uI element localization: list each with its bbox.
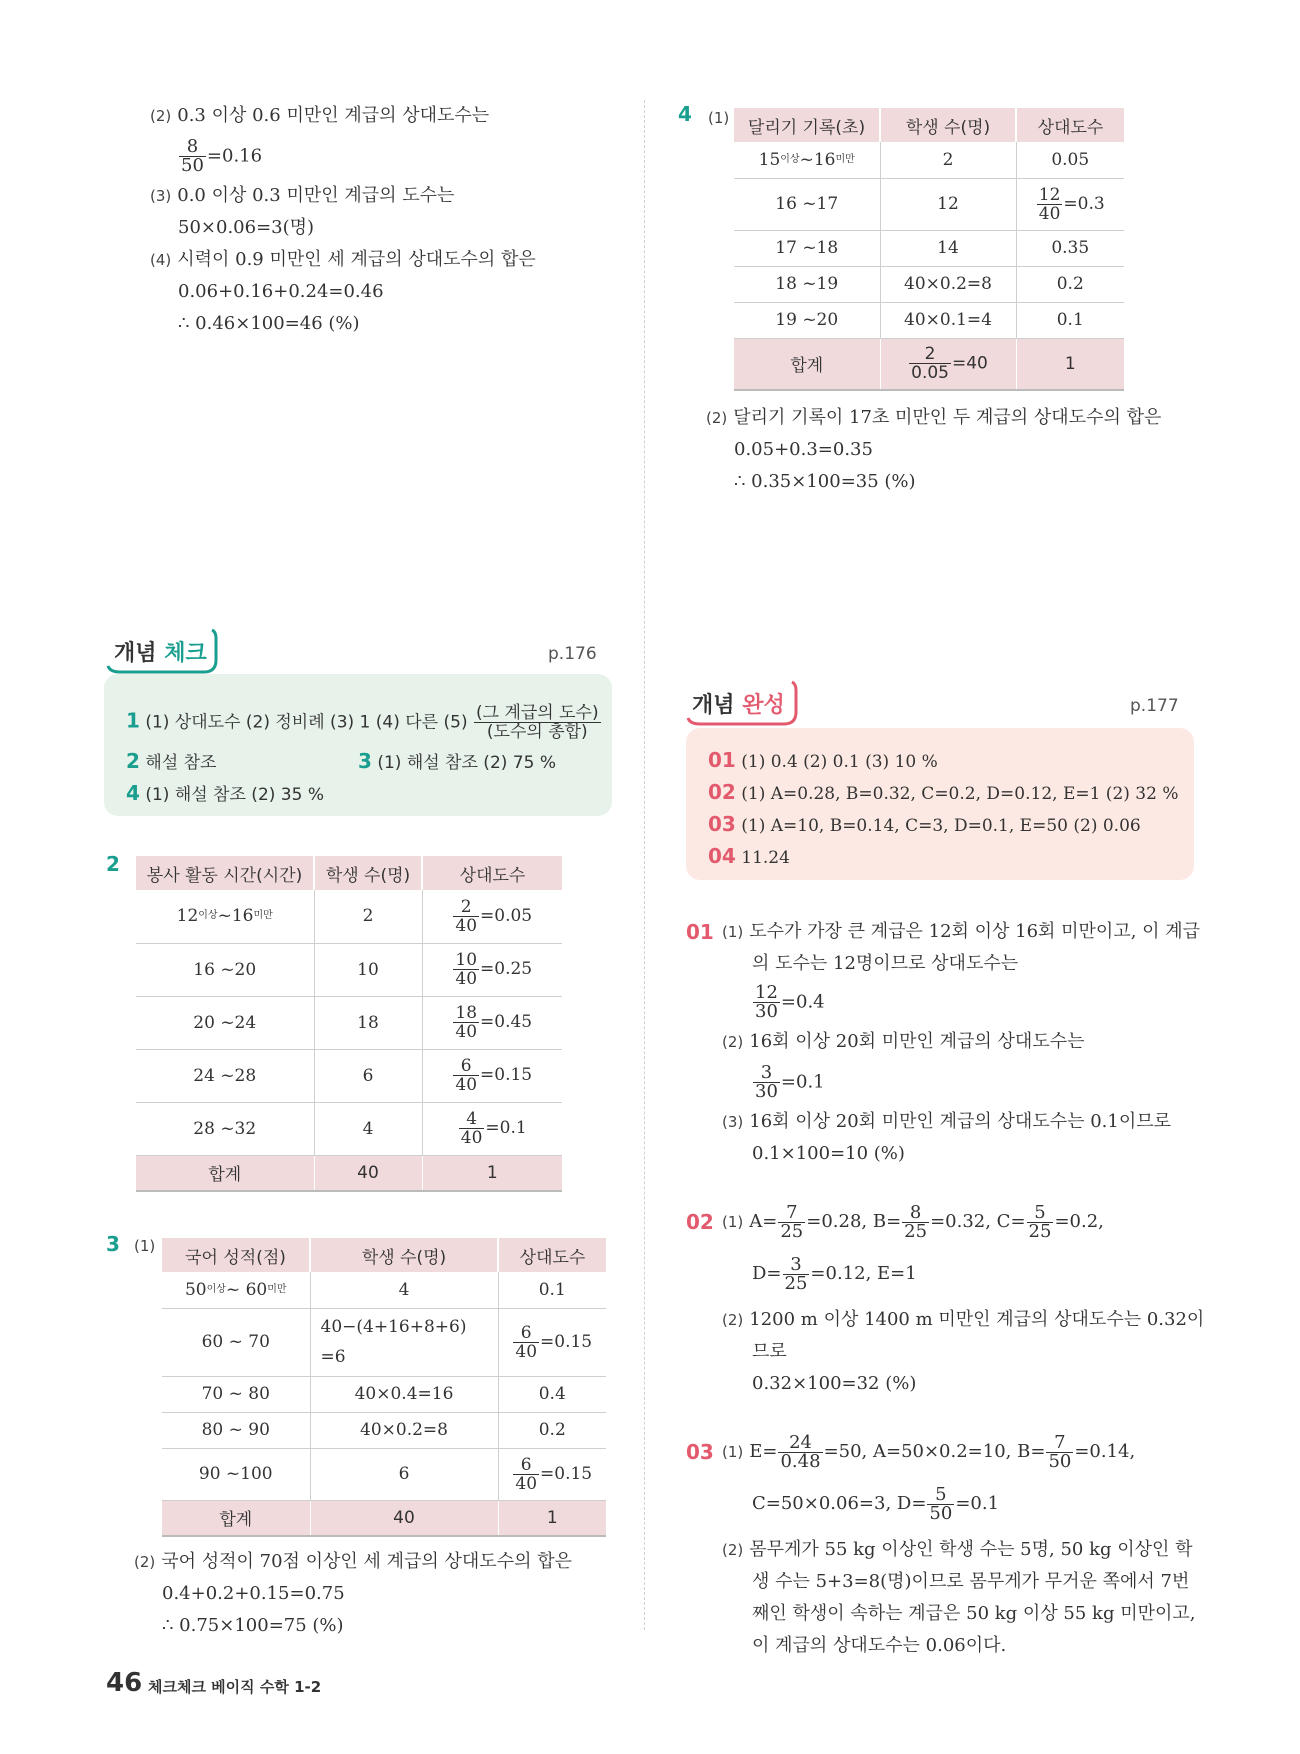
question-2-number: 2 [106,852,120,876]
question-3-number: 3 [106,1232,120,1256]
book-title: 체크체크 베이직 수학 1-2 [148,1678,322,1696]
page-number: 46 [106,1668,143,1698]
q2-frequency-table: 봉사 활동 시간(시간) 학생 수(명) 상대도수 $12^{이상}\sim 16^{미만}$ 2 $\frac{2}{40}$ =0.05 16 ~20 10 $\frac{10}{40}$ =0.25 20 ~24 18 $\frac{18}{40}$ =0.45 24 ~28 6 $\frac{6}{40}$ =0.15 28 ~32 4 $\frac{4}{40}$ =0.1 합계 40 1 [136,856,562,1192]
concept-complete-box: 01 (1) 0.4 (2) 0.1 (3) 10 % 02 (1) A=0.28, B=0.32, C=0.2, D=0.12, E=1 (2) 32 % 03 (1) A=10, B=0.14, C=3, D=0.1, E=50 (2) 0.06 04 11.24 [686,728,1194,880]
column-divider [644,100,645,1630]
q4-frequency-table: 달리기 기록(초) 학생 수(명) 상대도수 $15^{이상}\sim 16^{미만}$ 2 0.05 16 ~17 12 $\frac{12}{40}$ =0.3 17 ~18 14 0.35 18 ~19 40×0.2=8 0.2 19 ~20 40×0.1=4 0.1 합계 $\frac{2}{0.05}$ =40 1 [734,108,1124,391]
concept-check-box: 1 (1) 상대도수 (2) 정비례 (3) 1 (4) 다른 (5) $\frac{\text{(그 계급의 도수)}}{\text{(도수의 총합)}}$ 2 해설 참조 3 (1) 해설 참조 (2) 75 % 4 (1) 해설 참조 (2) 35 % [104,674,612,816]
question-4-number: 4 [678,102,692,126]
q3-frequency-table: 국어 성적(점) 학생 수(명) 상대도수 $50^{이상}\sim$ $60^{미만}$ 4 0.1 60 ~ 70 40−(4+16+8+6) =6 $\frac{6}{40}$ =0.15 70 ~ 80 40×0.4=16 0.4 80 ~ 90 40×0.2=8 0.2 90 ~100 6 $\frac{6}{40}$ =0.15 합계 40 1 [162,1238,606,1537]
